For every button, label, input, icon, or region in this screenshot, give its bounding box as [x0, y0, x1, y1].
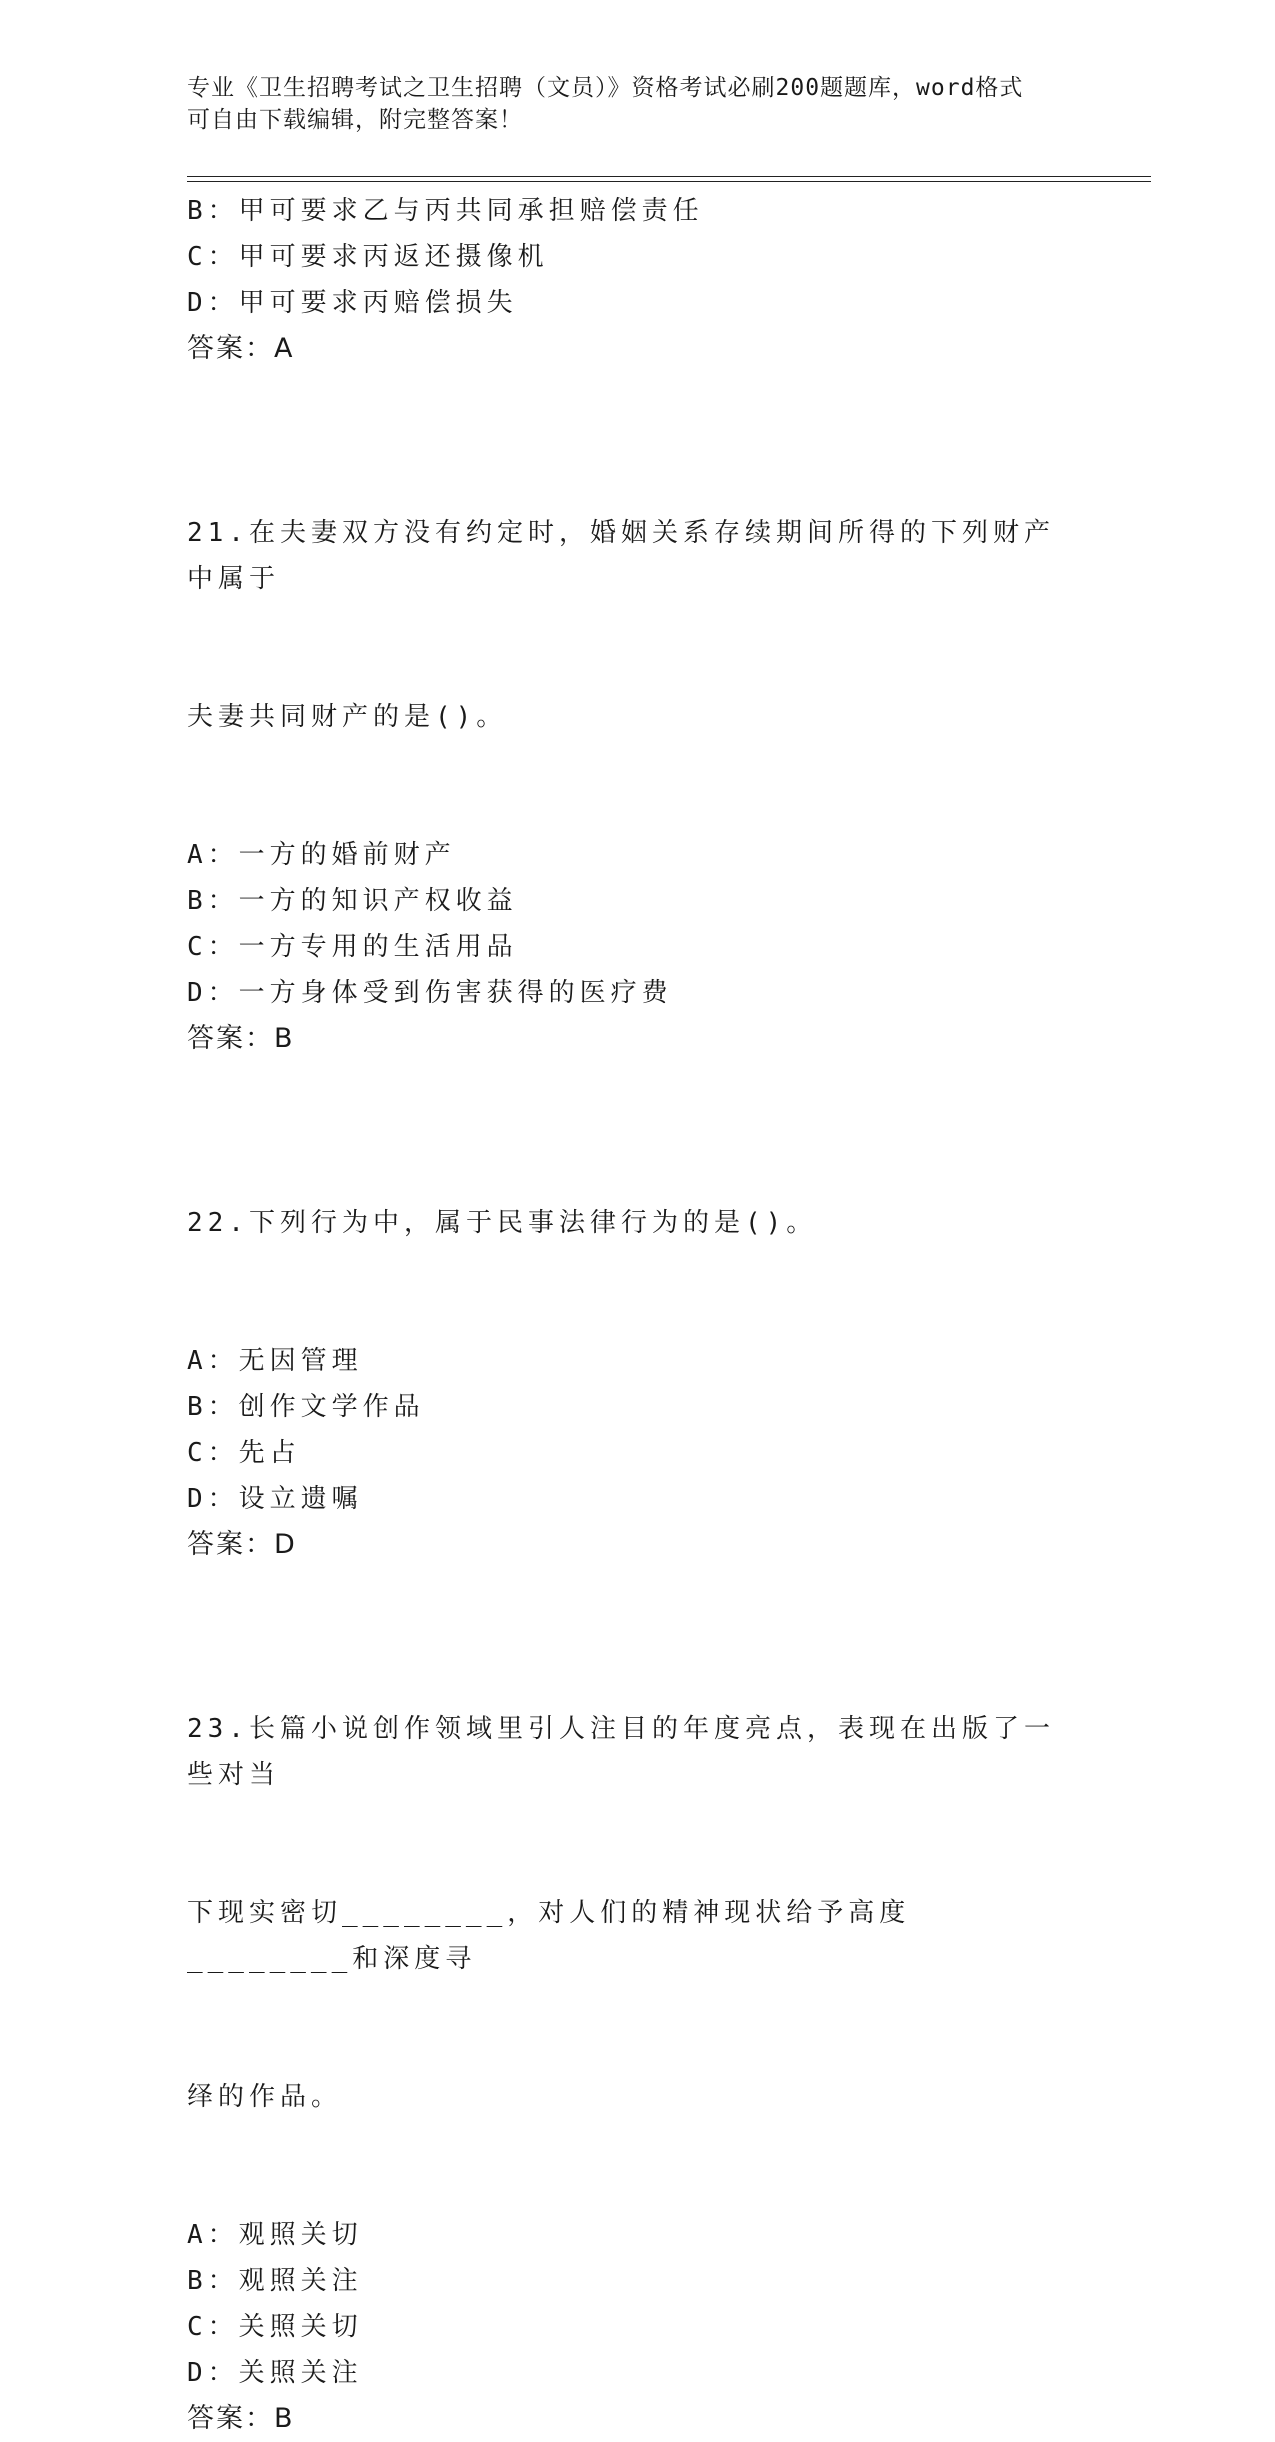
header-line-2: 可自由下载编辑，附完整答案！: [187, 107, 523, 133]
question-stem-line: 21.在夫妻双方没有约定时，婚姻关系存续期间所得的下列财产中属于: [187, 518, 1055, 594]
option-b: B：甲可要求乙与丙共同承担赔偿责任: [187, 196, 704, 226]
option-b: B：创作文学作品: [187, 1392, 425, 1422]
option-c: C：关照关切: [187, 2312, 363, 2342]
option-a: A：一方的婚前财产: [187, 840, 456, 870]
question-21: [187, 418, 1087, 1062]
answer-line: 答案：A: [187, 333, 295, 364]
header-divider-bottom: [187, 181, 1151, 182]
option-a: A：无因管理: [187, 1346, 363, 1376]
option-a: A：观照关切: [187, 2220, 363, 2250]
header-line-1: 专业《卫生招聘考试之卫生招聘（文员）》资格考试必刷200题题库，word格式: [187, 75, 1024, 101]
document-header: [187, 72, 1087, 136]
question-stem: [187, 1614, 1067, 2212]
question-stem: [187, 1108, 1067, 1338]
option-d: D：关照关注: [187, 2358, 363, 2388]
option-b: B：一方的知识产权收益: [187, 886, 518, 916]
header-divider-top: [187, 176, 1151, 177]
question-stem-line: 23.长篇小说创作领域里引人注目的年度亮点，表现在出版了一些对当: [187, 1714, 1055, 1790]
question-stem-line: 夫妻共同财产的是()。: [187, 702, 508, 732]
option-c: C：先占: [187, 1438, 301, 1468]
option-d: D：甲可要求丙赔偿损失: [187, 288, 518, 318]
question-stem: [187, 418, 1067, 832]
option-d: D：设立遗嘱: [187, 1484, 363, 1514]
question-23: [187, 1614, 1087, 2442]
answer-line: 答案：D: [187, 1529, 297, 1560]
document-body: [187, 188, 1087, 2442]
question-stem-line: 22.下列行为中，属于民事法律行为的是()。: [187, 1208, 818, 1238]
question-22: [187, 1108, 1087, 1568]
question-stem-line: 下现实密切________，对人们的精神现状给予高度________和深度寻: [187, 1898, 911, 1974]
answer-line: 答案：B: [187, 2403, 295, 2434]
option-c: C：甲可要求丙返还摄像机: [187, 242, 549, 272]
question-stem-line: 绎的作品。: [187, 2082, 343, 2112]
previous-question-block: [187, 188, 1087, 372]
option-d: D：一方身体受到伤害获得的医疗费: [187, 978, 673, 1008]
option-c: C：一方专用的生活用品: [187, 932, 518, 962]
answer-line: 答案：B: [187, 1023, 295, 1054]
option-b: B：观照关注: [187, 2266, 363, 2296]
